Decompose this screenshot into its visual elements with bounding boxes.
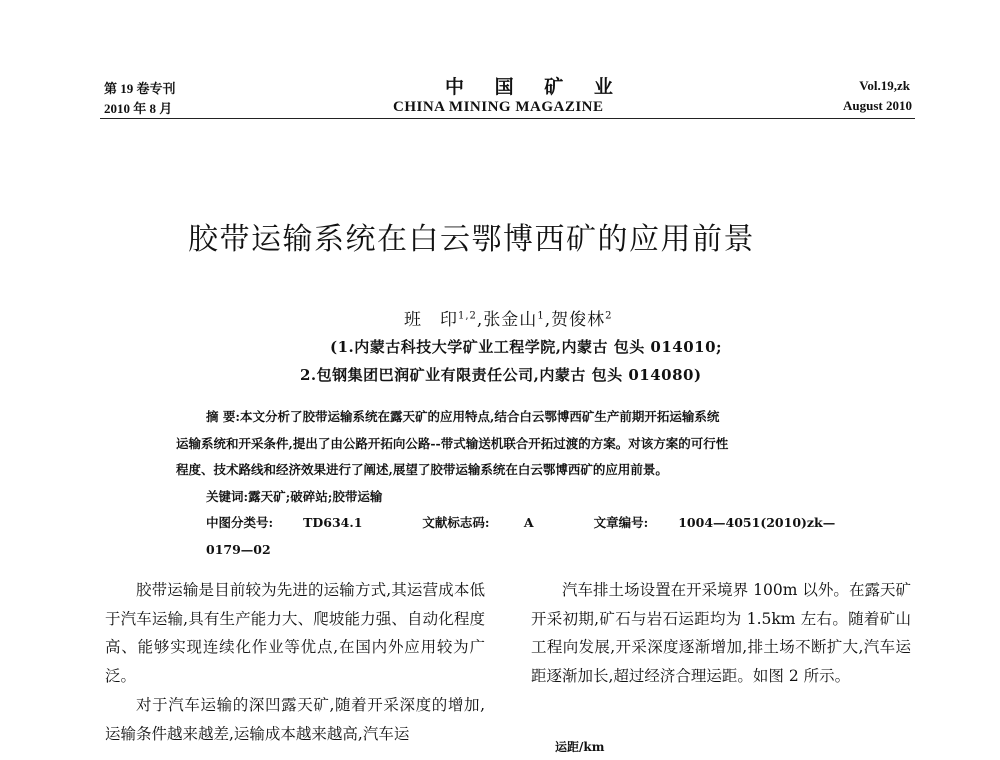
doc-code-label: 文献标志码: (422, 515, 490, 530)
author-name: 贺俊林 (551, 310, 606, 330)
abstract-line-1: 本文分析了胶带运输系统在露天矿的应用特点,结合白云鄂博西矿生产前期开拓运输系统 (239, 409, 720, 424)
article-title: 胶带运输系统在白云鄂博西矿的应用前景 (188, 222, 755, 257)
author-name: 班 印 (404, 310, 458, 330)
author-affil-mark: 1,2 (458, 310, 477, 322)
figure-axis-label: 运距/km (555, 740, 605, 754)
body-column-left (105, 576, 485, 748)
article-no-label: 文章编号: (593, 515, 649, 530)
author-name: 张金山 (483, 310, 538, 330)
clc-value: TD634.1 (303, 515, 363, 530)
clc-label: 中图分类号: (206, 515, 274, 530)
article-no-value: 1004—4051(2010)zk—0179—02 (206, 515, 836, 557)
abstract-block (176, 404, 841, 563)
doc-code-value: A (523, 515, 534, 530)
affiliation-2: 2.包钢集团巴润矿业有限责任公司,内蒙古 包头 014080) (300, 366, 702, 384)
abstract-line-3: 程度、技术路线和经济效果进行了阐述,展望了胶带运输系统在白云鄂博西矿的应用前景。 (176, 462, 668, 477)
author-affil-mark: 2 (605, 310, 613, 322)
header-volume-en: Vol.19,zk (859, 78, 910, 93)
keywords: 露天矿;破碎站;胶带运输 (248, 488, 383, 504)
abstract-line-2: 运输系统和开采条件,提出了由公路开拓向公路--带式输送机联合开拓过渡的方案。对该方案的可行性 (176, 435, 729, 451)
journal-name-cn: 中 国 矿 业 (445, 76, 625, 98)
author-list: 班 印$^{1,2}$,张金山$^1$,贺俊林$^2$ (404, 310, 613, 330)
classification-line (176, 510, 841, 563)
keywords-label: 关键词: (206, 488, 249, 504)
affiliation-1: (1.内蒙古科技大学矿业工程学院,内蒙古 包头 014010; (330, 338, 723, 356)
body-paragraph: 汽车排土场设置在开采境界 100m 以外。在露天矿开采初期,矿石与岩石运距均为 1.5km 左右。随着矿山工程向发展,开采深度逐渐增加,排土场不断扩大,汽车运距逐渐加长,超过经济合理运距。如图 2 所示。 (531, 581, 911, 686)
body-paragraph: 对于汽车运输的深凹露天矿,随着开采深度的增加,运输条件越来越差,运输成本越来越高,汽车运 (105, 695, 485, 743)
body-column-right (531, 576, 911, 691)
body-paragraph: 胶带运输是目前较为先进的运输方式,其运营成本低于汽车运输,具有生产能力大、爬坡能力强、自动化程度高、能够实现连续化作业等优点,在国内外应用较为广泛。 (105, 581, 485, 686)
header-date-cn: 2010 年 8 月 (104, 101, 173, 116)
journal-name-en: CHINA MINING MAGAZINE (393, 99, 604, 115)
abstract-label: 摘 要: (206, 409, 240, 424)
header-date-en: August 2010 (843, 98, 912, 113)
header-volume-cn: 第 19 卷专刊 (104, 81, 176, 96)
header-rule (100, 118, 915, 119)
author-affil-mark: 1 (537, 310, 545, 322)
